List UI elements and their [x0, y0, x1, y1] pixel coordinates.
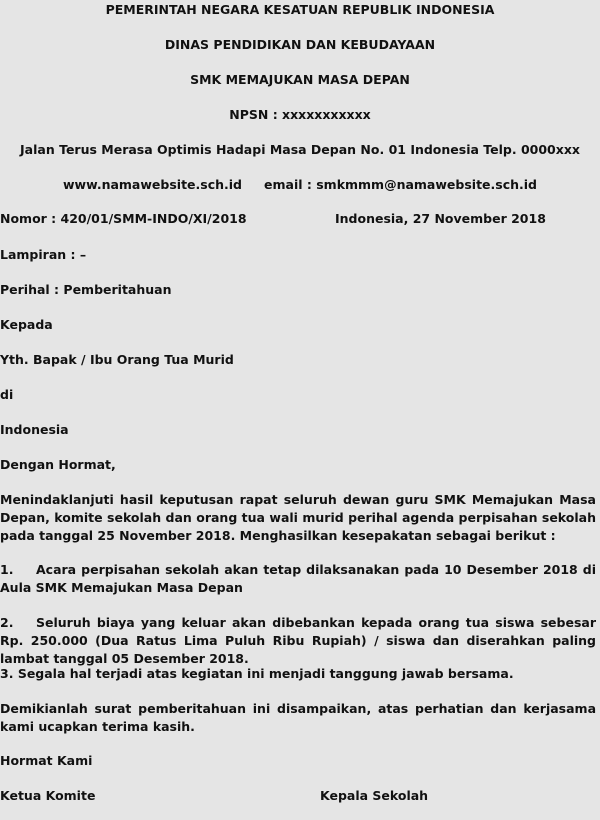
letterhead-address: Jalan Terus Merasa Optimis Hadapi Masa Depan No. 01 Indonesia Telp. 0000xxx: [20, 142, 580, 157]
letter-date: Indonesia, 27 November 2018: [335, 211, 546, 226]
letterhead-npsn: NPSN : xxxxxxxxxxx: [229, 107, 371, 122]
recipient-yth: Yth. Bapak / Ibu Orang Tua Murid: [0, 352, 234, 367]
intro-paragraph: Menindaklanjuti hasil keputusan rapat seluruh dewan guru SMK Memajukan Masa Depan, komite sekolah dan orang tua wali murid perihal agenda perpisahan sekolah pada tanggal 25 November 2018. Menghasilkan kesepakatan sebagai berikut :: [0, 492, 596, 543]
greeting: Dengan Hormat,: [0, 457, 116, 472]
letter-lampiran: Lampiran : –: [0, 247, 87, 262]
letterhead-government: PEMERINTAH NEGARA KESATUAN REPUBLIK INDONESIA: [105, 2, 495, 17]
signature-right-title: Kepala Sekolah: [320, 788, 429, 803]
letter-nomor: Nomor : 420/01/SMM-INDO/XI/2018: [0, 211, 247, 226]
list-item-3: [0, 665, 596, 683]
list-item-text: Segala hal terjadi atas kegiatan ini menjadi tanggung jawab bersama.: [17, 666, 514, 681]
signature-left-title: Ketua Komite: [0, 788, 96, 803]
list-item-text: Acara perpisahan sekolah akan tetap dilaksanakan pada 10 Desember 2018 di Aula SMK Memajukan Masa Depan: [0, 562, 596, 595]
list-item-number: 1.: [0, 562, 14, 577]
letterhead-department: DINAS PENDIDIKAN DAN KEBUDAYAAN: [164, 37, 436, 52]
list-item-number: 2.: [0, 615, 14, 630]
list-item-1: [0, 561, 596, 597]
letterhead-contact: [0, 176, 600, 194]
recipient-di: di: [0, 387, 14, 402]
recipient-location: Indonesia: [0, 422, 69, 437]
list-item-number: 3.: [0, 666, 14, 681]
recipient-kepada: Kepada: [0, 317, 53, 332]
letterhead-email: email : smkmmm@namawebsite.sch.id: [264, 177, 538, 192]
list-item-text: Seluruh biaya yang keluar akan dibebankan kepada orang tua siswa sebesar Rp. 250.000 (Dua Ratus Lima Puluh Ribu Rupiah) / siswa dan diserahkan paling lambat tanggal 05 Desember 2018.: [0, 615, 596, 666]
list-item-2: [0, 614, 596, 668]
closing-paragraph: Demikianlah surat pemberitahuan ini disampaikan, atas perhatian dan kerjasama kami ucapkan terima kasih.: [0, 701, 596, 734]
letterhead-website: www.namawebsite.sch.id: [62, 177, 243, 192]
letterhead-school: SMK MEMAJUKAN MASA DEPAN: [190, 72, 410, 87]
signature-regards: Hormat Kami: [0, 753, 93, 768]
letter-perihal: Perihal : Pemberitahuan: [0, 282, 172, 297]
